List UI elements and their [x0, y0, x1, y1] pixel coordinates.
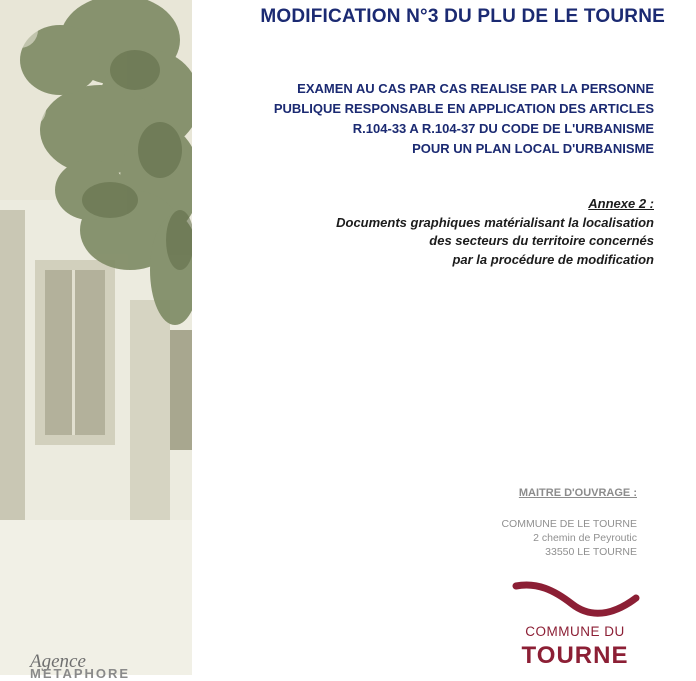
address-line: COMMUNE DE LE TOURNE [501, 518, 637, 530]
annexe-line: par la procédure de modification [452, 251, 654, 267]
annexe-line: des secteurs du territoire concernés [429, 233, 654, 248]
address-line: 2 chemin de Peyroutic [533, 532, 637, 544]
address-line: 33550 LE TOURNE [545, 546, 637, 558]
logo-line-2: TOURNE [521, 642, 629, 669]
commune-logo [512, 580, 642, 675]
subtitle-line: PUBLIQUE RESPONSABLE EN APPLICATION DES ARTICLES [273, 101, 654, 116]
agency-subname: METAPHORE [30, 666, 131, 681]
subtitle-line: R.104-33 A R.104-37 DU CODE DE L'URBANISME [352, 121, 654, 136]
subtitle-line: POUR UN PLAN LOCAL D'URBANISME [412, 141, 654, 156]
annexe-line: Documents graphiques matérialisant la localisation [336, 214, 654, 230]
maitre-ouvrage-heading: MAITRE D'OUVRAGE : [518, 487, 637, 499]
maitre-ouvrage-address [501, 517, 637, 559]
cover-photo [0, 0, 192, 675]
subtitle-line: EXAMEN AU CAS PAR CAS REALISE PAR LA PERSONNE [297, 81, 654, 96]
annexe-block [214, 195, 654, 269]
annexe-label: Annexe 2 : [588, 196, 654, 211]
logo-line-1: COMMUNE DU [525, 624, 625, 639]
document-subtitle [214, 79, 654, 159]
document-title: MODIFICATION N°3 DU PLU DE LE TOURNE [260, 6, 665, 27]
wave-icon [512, 580, 642, 625]
agency-name: Agence [30, 651, 86, 672]
